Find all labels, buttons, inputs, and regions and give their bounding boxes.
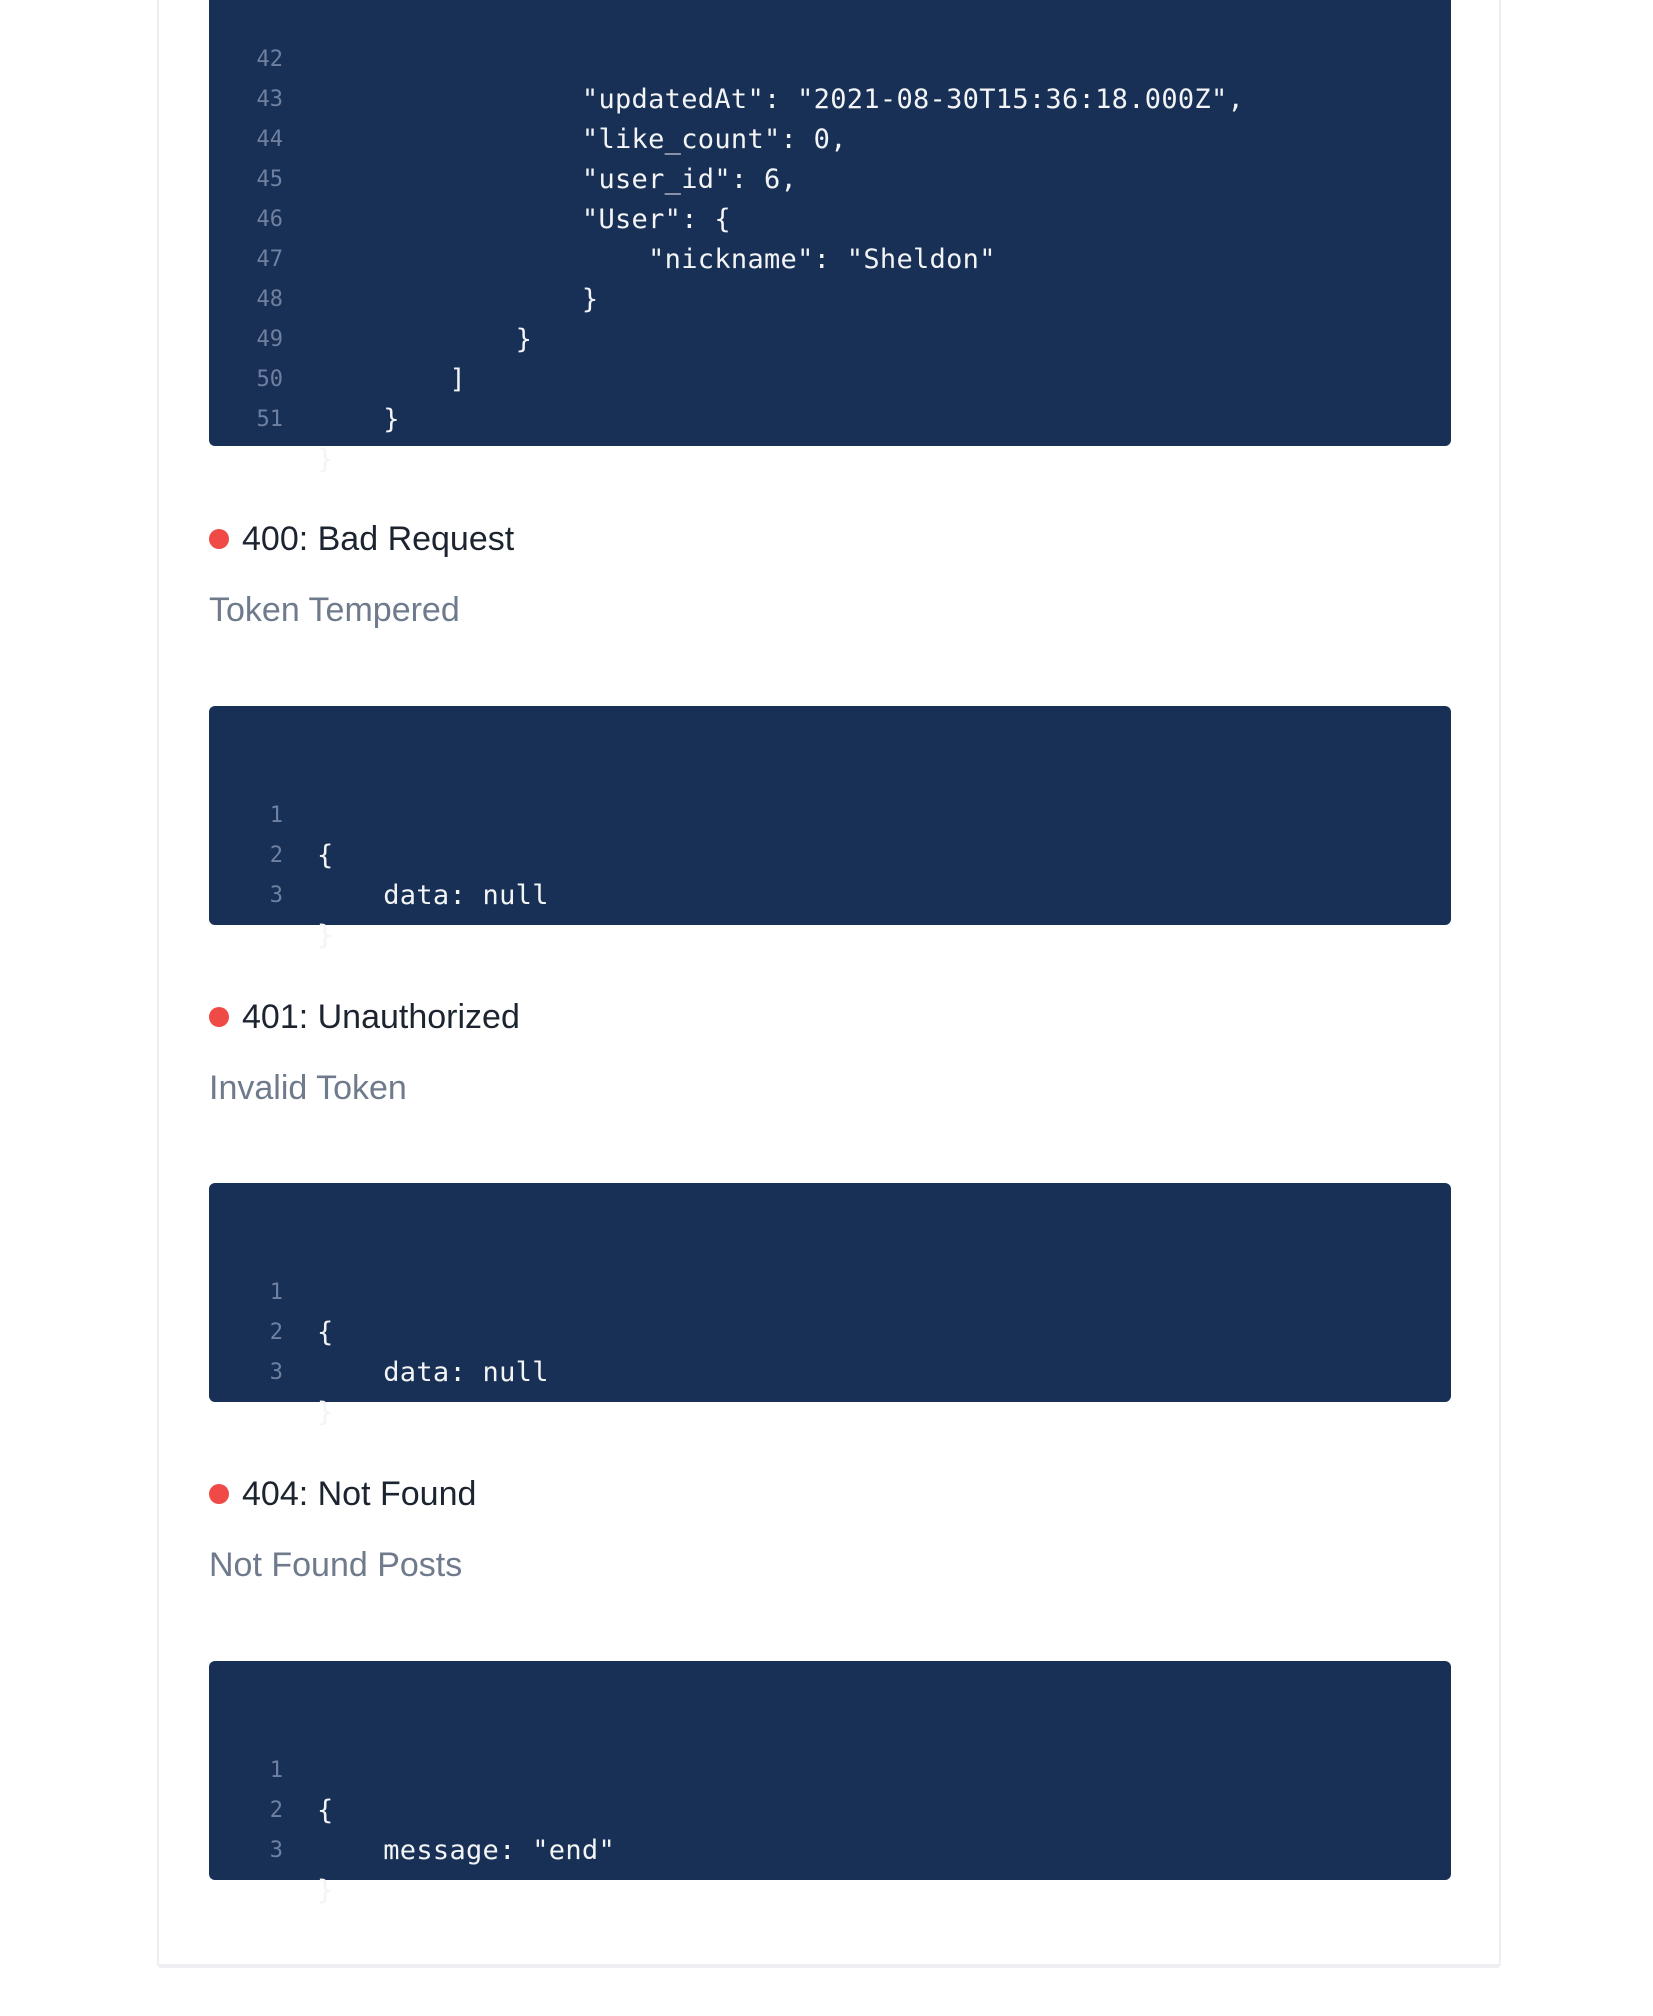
status-401-heading: [209, 997, 520, 1037]
line-number: 43: [256, 87, 283, 112]
line-code: }: [317, 404, 400, 435]
status-description: Token Tempered: [209, 591, 460, 629]
line-code: "user_id": 6,: [317, 164, 798, 195]
status-404-code-block: [209, 1661, 1451, 1906]
success-response-code-block: [209, 0, 1451, 475]
status-description: Invalid Token: [209, 1069, 407, 1107]
line-code: {: [317, 1317, 334, 1348]
line-code: data: null: [317, 1357, 549, 1388]
line-code: data: null: [317, 880, 549, 911]
line-code: "updatedAt": "2021-08-30T15:36:18.000Z",: [317, 84, 1245, 115]
line-number: 49: [256, 327, 283, 352]
status-400-heading: [209, 519, 514, 559]
line-code: }: [317, 444, 334, 475]
line-code: ]: [317, 364, 466, 395]
line-code: }: [317, 284, 599, 315]
line-code: "nickname": "Sheldon": [317, 244, 996, 275]
line-number: 48: [256, 287, 283, 312]
status-label: 404: Not Found: [242, 1475, 477, 1513]
status-description: Not Found Posts: [209, 1546, 463, 1584]
line-code: }: [317, 1397, 334, 1428]
line-number: 2: [269, 843, 283, 868]
code-line: [209, 1711, 334, 1826]
code-line: [209, 836, 334, 951]
code-line: [209, 1791, 334, 1906]
line-code: {: [317, 1795, 334, 1826]
line-number: 2: [269, 1320, 283, 1345]
line-number: 3: [269, 1838, 283, 1863]
line-code: "like_count": 0,: [317, 124, 847, 155]
line-number: 47: [256, 247, 283, 272]
line-code: {: [317, 840, 334, 871]
code-line: [209, 1313, 334, 1428]
status-404-heading: [209, 1474, 476, 1514]
status-dot-icon: [209, 1007, 229, 1027]
line-number: 1: [269, 803, 283, 828]
line-number: 45: [256, 167, 283, 192]
line-code: }: [317, 920, 334, 951]
line-code: message: "end": [317, 1835, 615, 1866]
status-401-code-block: [209, 1183, 1451, 1428]
status-400-code-block: [209, 706, 1451, 951]
status-dot-icon: [209, 529, 229, 549]
code-line: [209, 1751, 615, 1866]
line-number: 3: [269, 1360, 283, 1385]
line-code: "User": {: [317, 204, 731, 235]
line-number: 3: [269, 883, 283, 908]
line-number: 50: [256, 367, 283, 392]
card-divider: [159, 1966, 1499, 1968]
status-label: 401: Unauthorized: [242, 998, 520, 1036]
line-code: }: [317, 1875, 334, 1906]
line-number: 51: [256, 407, 283, 432]
line-code: }: [317, 324, 533, 355]
line-number: 44: [256, 127, 283, 152]
line-number: 1: [269, 1758, 283, 1783]
code-line: [209, 1273, 549, 1388]
line-number: 46: [256, 207, 283, 232]
code-line: [209, 360, 334, 475]
status-label: 400: Bad Request: [242, 520, 515, 558]
line-number: 2: [269, 1798, 283, 1823]
line-number: 1: [269, 1280, 283, 1305]
code-line: [209, 1233, 334, 1348]
line-number: 42: [256, 47, 283, 72]
status-dot-icon: [209, 1484, 229, 1504]
code-line: [209, 796, 549, 911]
code-line: [209, 756, 334, 871]
